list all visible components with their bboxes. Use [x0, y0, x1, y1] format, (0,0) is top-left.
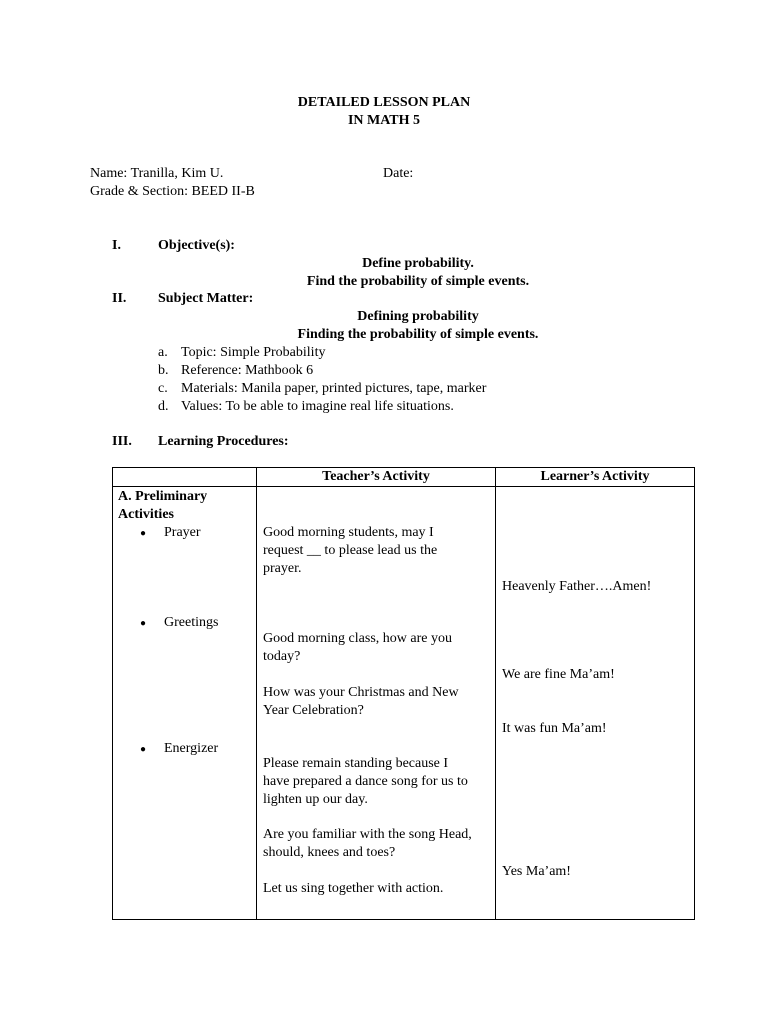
- teacher-line: prayer.: [263, 561, 302, 576]
- section-heading: Activities: [118, 507, 174, 522]
- list-item: [140, 614, 218, 633]
- learner-line: Yes Ma’am!: [502, 864, 571, 879]
- list-item: [158, 398, 454, 416]
- bullet-icon: ●: [140, 618, 147, 629]
- table-header-blank: [113, 468, 257, 487]
- bullet-label: Energizer: [164, 741, 219, 756]
- teacher-cell: [257, 487, 496, 920]
- table-header-row: [113, 468, 695, 487]
- doc-subtitle: IN MATH 5: [347, 113, 421, 128]
- list-label: b.: [158, 363, 169, 378]
- table-header-learner: Learner’s Activity: [496, 468, 695, 487]
- table-header-teacher: Teacher’s Activity: [257, 468, 496, 487]
- teacher-line: request __ to please lead us the: [263, 543, 438, 558]
- learner-line: Heavenly Father….Amen!: [502, 579, 652, 594]
- objective-line: Define probability.: [362, 256, 474, 271]
- subject-numeral: II.: [112, 291, 127, 306]
- list-label: a.: [158, 345, 168, 360]
- list-item: [140, 524, 201, 543]
- bullet-label: Prayer: [164, 525, 201, 540]
- learner-cell: [496, 487, 695, 920]
- teacher-line: Let us sing together with action.: [263, 881, 444, 896]
- subject-line: Defining probability: [357, 309, 479, 324]
- date-field: Date:: [383, 166, 414, 181]
- list-text: Reference: Mathbook 6: [181, 363, 314, 378]
- teacher-line: Please remain standing because I: [263, 756, 449, 771]
- subject-line: Finding the probability of simple events.: [297, 327, 539, 342]
- objective-line: Find the probability of simple events.: [306, 274, 530, 289]
- list-item: [140, 740, 218, 759]
- teacher-line: lighten up our day.: [263, 792, 368, 807]
- objectives-numeral: I.: [112, 238, 121, 253]
- procedures-numeral: III.: [112, 434, 132, 449]
- list-text: Materials: Manila paper, printed pictures, tape, marker: [181, 381, 487, 396]
- teacher-line: Year Celebration?: [263, 703, 364, 718]
- teacher-line: today?: [263, 649, 301, 664]
- list-item: [158, 362, 313, 380]
- teacher-line: Are you familiar with the song Head,: [263, 827, 472, 842]
- list-label: c.: [158, 381, 168, 396]
- list-item: [158, 344, 325, 362]
- list-text: Values: To be able to imagine real life situations.: [181, 399, 454, 414]
- procedures-table: [112, 467, 695, 920]
- learner-line: It was fun Ma’am!: [502, 721, 607, 736]
- teacher-line: How was your Christmas and New: [263, 685, 459, 700]
- doc-title: DETAILED LESSON PLAN: [297, 95, 471, 110]
- bullet-label: Greetings: [164, 615, 219, 630]
- bullet-icon: ●: [140, 744, 147, 755]
- student-name: Name: Tranilla, Kim U.: [90, 166, 224, 181]
- activities-cell: [113, 487, 257, 920]
- teacher-line: Good morning students, may I: [263, 525, 434, 540]
- objectives-title: Objective(s):: [158, 238, 235, 253]
- teacher-line: Good morning class, how are you: [263, 631, 452, 646]
- subject-title: Subject Matter:: [158, 291, 254, 306]
- teacher-line: have prepared a dance song for us to: [263, 774, 468, 789]
- list-label: d.: [158, 399, 169, 414]
- table-row: [113, 487, 695, 920]
- section-heading: A. Preliminary: [118, 489, 208, 504]
- learner-line: We are fine Ma’am!: [502, 667, 615, 682]
- bullet-icon: ●: [140, 528, 147, 539]
- list-item: [158, 380, 486, 398]
- teacher-line: should, knees and toes?: [263, 845, 396, 860]
- list-text: Topic: Simple Probability: [181, 345, 326, 360]
- grade-section: Grade & Section: BEED II-B: [90, 184, 255, 199]
- procedures-title: Learning Procedures:: [158, 434, 289, 449]
